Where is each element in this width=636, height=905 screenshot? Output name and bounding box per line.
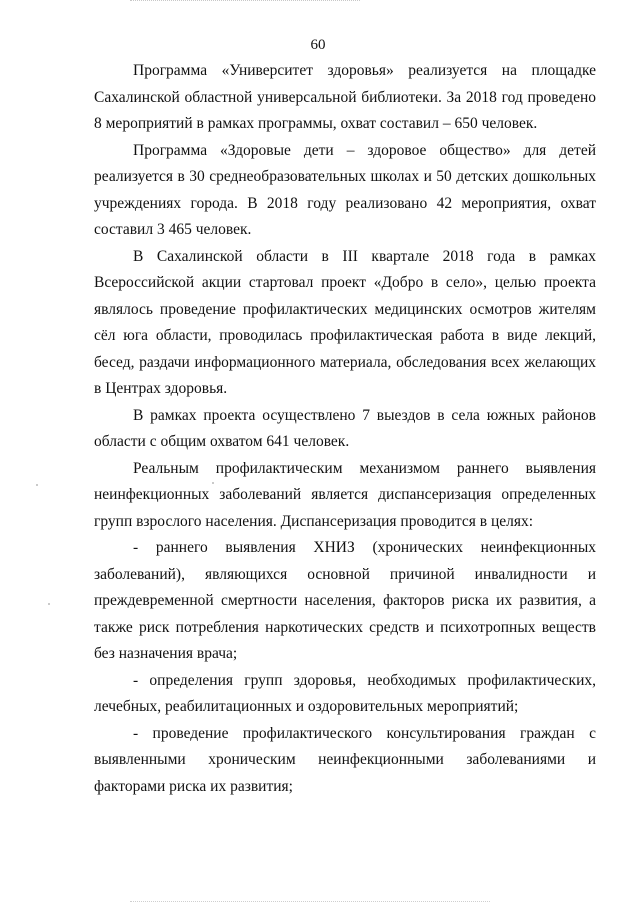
body-text <box>94 58 596 800</box>
list-item-early-detection: - раннего выявления ХНИЗ (хронических неинфекционных заболеваний), являющихся основной причиной инвалидности и преждевременной смертности населения, факторов риска их развития, а также риск потребления наркотических средств и психотропных веществ без назначения врача; <box>94 539 596 662</box>
page-number: 60 <box>310 37 326 53</box>
scan-edge-bottom <box>130 899 490 902</box>
scan-edge-top <box>130 0 360 3</box>
scan-speck <box>212 482 214 484</box>
list-item-health-groups: - определения групп здоровья, необходимых профилактических, лечебных, реабилитационных и оздоровительных мероприятий; <box>94 671 596 715</box>
scan-speck <box>48 603 50 605</box>
scan-speck <box>36 484 38 486</box>
list-item-consulting: - проведение профилактического консультирования граждан с выявленными хроническим неинфекционными заболеваниями и факторами риска их развития; <box>94 724 596 795</box>
paragraph-project-trips: В рамках проекта осуществлено 7 выездов в села южных районов области с общим охватом 641 человек. <box>94 406 596 450</box>
paragraph-healthy-children: Программа «Здоровые дети – здоровое общество» для детей реализуется в 30 среднеобразовательных школах и 50 детских дошкольных учреждениях города. В 2018 году реализовано 42 мероприятия, охват составил 3 465 человек. <box>94 141 596 238</box>
paragraph-dobro-v-selo: В Сахалинской области в III квартале 2018 года в рамках Всероссийской акции стартовал проект «Добро в село», целью проекта являлось проведение профилактических медицинских осмотров жителям сёл юга области, проводилась профилактическая работа в виде лекций, бесед, раздачи информационного материала, обследования всех желающих в Центрах здоровья. <box>94 247 596 397</box>
paragraph-university-of-health: Программа «Университет здоровья» реализуется на площадке Сахалинской областной универсальной библиотеки. За 2018 год проведено 8 мероприятий в рамках программы, охват составил – 650 человек. <box>94 62 596 132</box>
paragraph-dispensarization: Реальным профилактическим механизмом раннего выявления неинфекционных заболеваний является диспансеризация определенных групп взрослого населения. Диспансеризация проводится в целях: <box>94 459 596 530</box>
